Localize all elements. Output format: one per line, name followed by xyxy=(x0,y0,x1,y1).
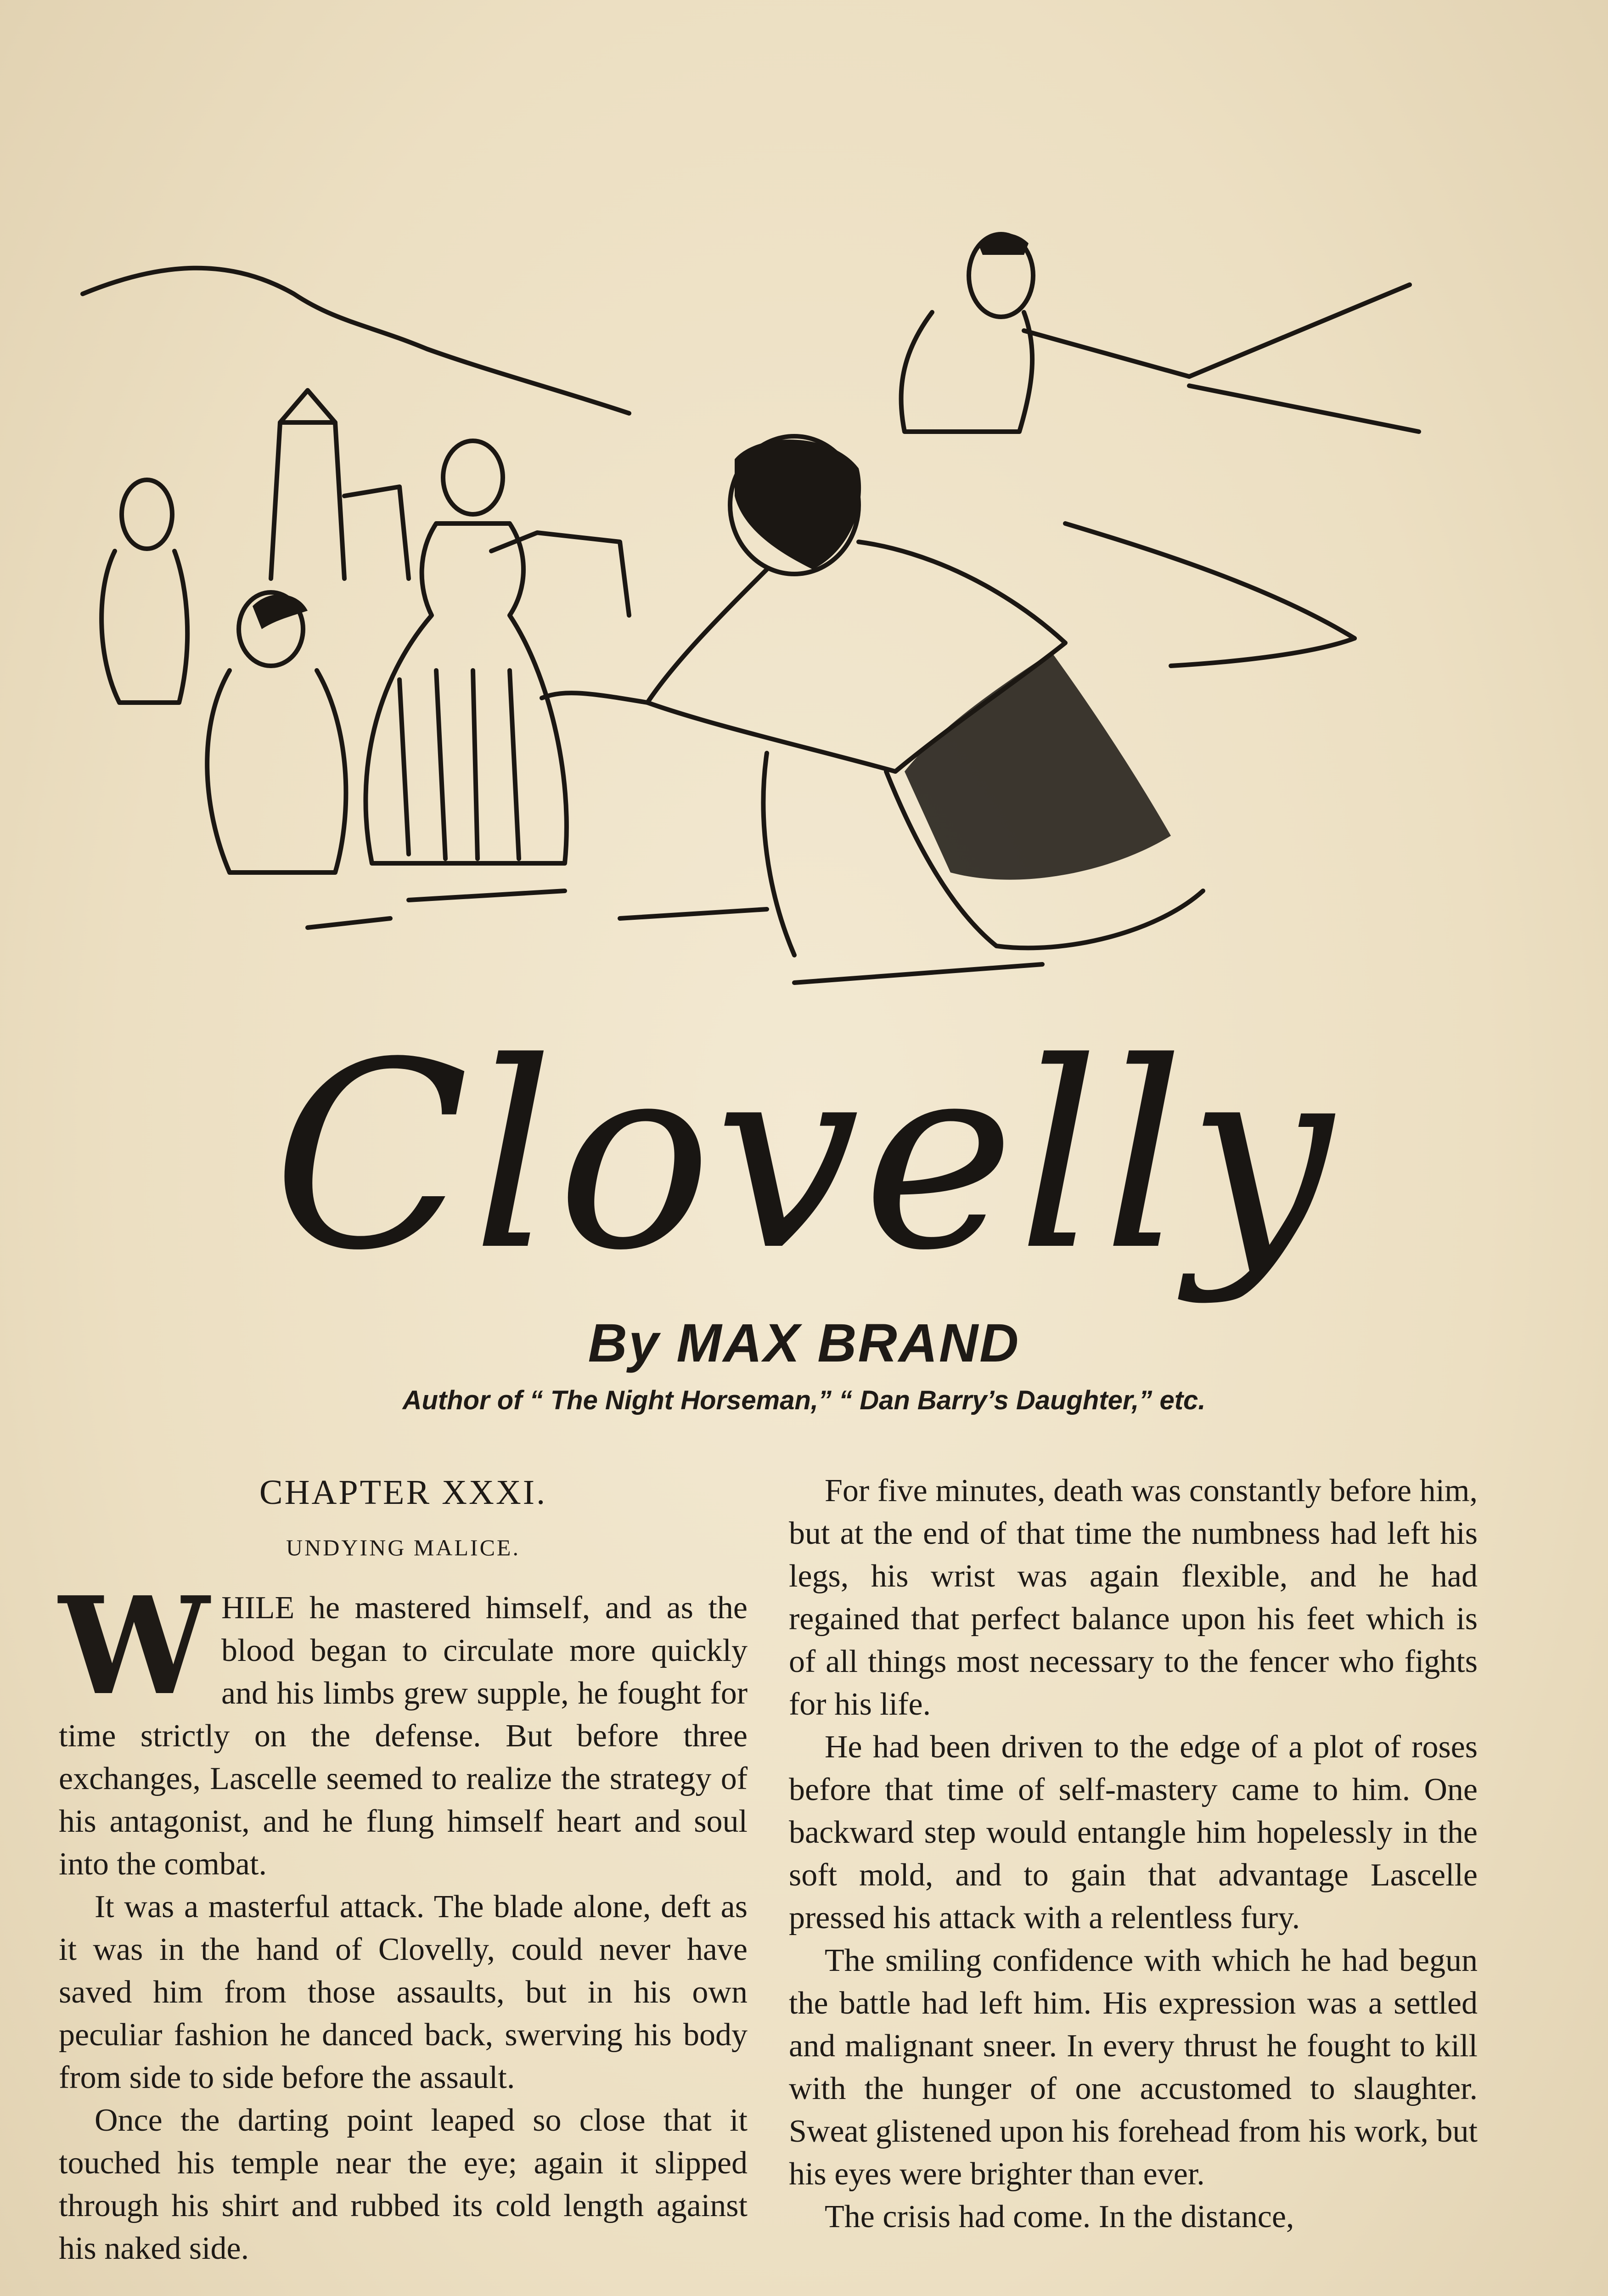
right-column xyxy=(789,1469,1478,2238)
story-title: Clovelly xyxy=(272,1007,1336,1307)
chapter-heading: CHAPTER XXXI. xyxy=(259,1473,547,1512)
paragraph: The smiling confidence with which he had begun the battle had left him. His expression was a settled and malignant sneer. In every thrust he fought to kill with the hunger of one accustomed to slaughter. Sweat glistened upon his forehead from his work, but his eyes were brighter than ever. xyxy=(789,1943,1478,2192)
author-credits: Author of “ The Night Horseman,” “ Dan Barry’s Daughter,” etc. xyxy=(402,1385,1206,1415)
drop-cap: W xyxy=(59,1567,209,1725)
paragraph: He had been driven to the edge of a plot of roses before that time of self-mastery came to him. One backward step would entangle him hopelessly in the soft mold, and to gain that advantage Lascelle pressed his attack with a relentless fury. xyxy=(789,1729,1478,1936)
chapter-subheading: UNDYING MALICE. xyxy=(286,1535,520,1560)
byline: By MAX BRAND xyxy=(588,1313,1020,1373)
duel-illustration xyxy=(78,174,1433,1024)
paragraph: For five minutes, death was constantly before him, but at the end of that time the numbness had left his legs, his wrist was again flexible, and he had regained that perfect balance upon his feet which is of all things most necessary to the fencer who fights for his life. xyxy=(789,1473,1478,1722)
paragraph: Once the darting point leaped so close that it touched his temple near the eye; again it slipped through his shirt and rubbed its cold length against his naked side. xyxy=(59,2103,748,2266)
paragraph-text: HILE he mastered himself, and as the blood began to circulate more quickly and his limbs grew supple, he fought for time strictly on the defense. But before three exchanges, Lascelle seemed to realize the strategy of his antagonist, and he flung himself heart and soul into the combat. xyxy=(59,1590,748,1882)
paragraph: The crisis had come. In the distance, xyxy=(825,2199,1294,2234)
paragraph: It was a masterful attack. The blade alone, deft as it was in the hand of Clovelly, could never have saved him from those assaults, but in his own peculiar fashion he danced back, swerving his body from side to side before the assault. xyxy=(59,1889,748,2095)
paragraph xyxy=(59,1567,748,1885)
left-column xyxy=(59,1469,748,2270)
